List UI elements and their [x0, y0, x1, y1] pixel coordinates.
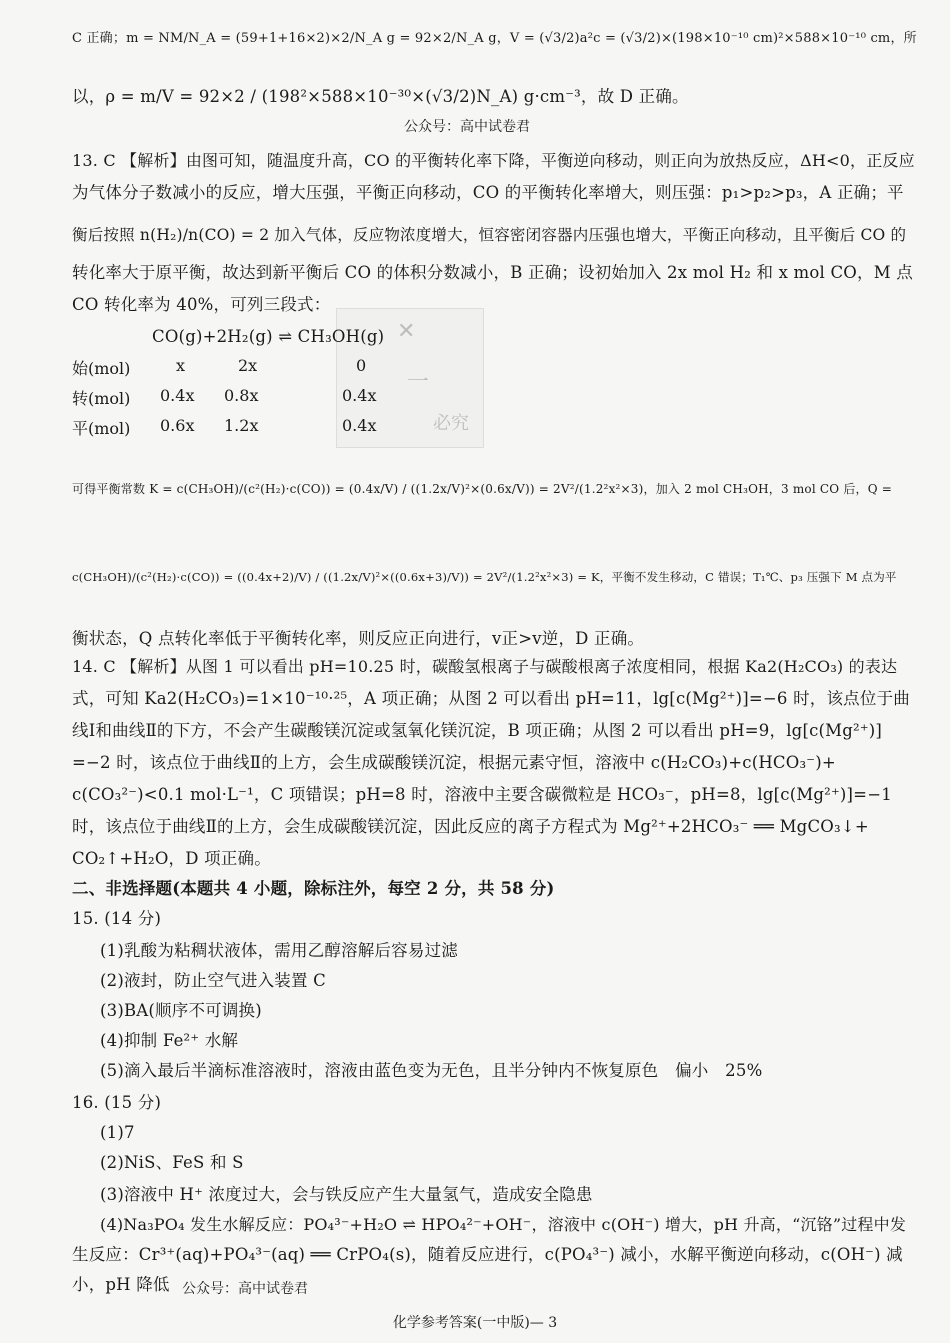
cell-ch3oh: 0.4x — [342, 386, 377, 405]
page-footer: 化学参考答案(一中版)— 3 — [392, 1315, 558, 1331]
q14-line-7: CO₂↑+H₂O，D 项正确。 — [72, 849, 271, 868]
q13-line-8: 衡状态，Q 点转化率低于平衡转化率，则反应正向进行，v正>v逆，D 正确。 — [72, 629, 645, 648]
q16-answer-2: (2)NiS、FeS 和 S — [100, 1153, 244, 1172]
q13-line-7: c(CH₃OH)/(c²(H₂)·c(CO)) = ((0.4x+2)/V) / ((1.2x/V)²×((0.6x+3)/V)) = 2V²/(1.2²x²×3) = K，平衡不发生移动，C 错误；T₁℃、p₃ 压强下 M 点为平 — [72, 570, 897, 584]
row-label: 转(mol) — [72, 389, 131, 408]
q15-answer-4: (4)抑制 Fe²⁺ 水解 — [100, 1031, 239, 1050]
q15-heading: 15. (14 分) — [72, 909, 162, 928]
watermark-bottom: 公众号：高中试卷君 — [182, 1280, 308, 1296]
q14-line-2: 式，可知 Ka2(H₂CO₃)=1×10⁻¹⁰·²⁵，A 项正确；从图 2 可以看出 pH=11，lg[c(Mg²⁺)]=−6 时，该点位于曲 — [72, 689, 910, 708]
q13-line-3: 衡后按照 n(H₂)/n(CO) = 2 加入气体，反应物浓度增大，恒容密闭容器内压强也增大，平衡正向移动，且平衡后 CO 的 — [72, 226, 907, 244]
cell-h2: 2x — [238, 356, 258, 375]
reaction-equation: CO(g)+2H₂(g) ⇌ CH₃OH(g) — [152, 327, 385, 346]
cell-co: 0.6x — [160, 416, 195, 435]
line-2: 以，ρ = m/V = 92×2 / (198²×588×10⁻³⁰×(√3/2)N_A) g·cm⁻³，故 D 正确。 — [72, 87, 689, 106]
cell-ch3oh: 0 — [356, 356, 367, 375]
q13-line-2: 为气体分子数减小的反应，增大压强，平衡正向移动，CO 的平衡转化率增大，则压强：p₁>p₂>p₃，A 正确；平 — [72, 183, 904, 202]
q13-line-6: 可得平衡常数 K = c(CH₃OH)/(c²(H₂)·c(CO)) = (0.4x/V) / ((1.2x/V)²×(0.6x/V)) = 2V²/(1.2²x²×3)，加入 2 mol CH₃OH，3 mol CO 后，Q = — [72, 482, 893, 496]
q14-line-3: 线Ⅰ和曲线Ⅱ的下方，不会产生碳酸镁沉淀或氢氧化镁沉淀，B 项正确；从图 2 可以看出 pH=9，lg[c(Mg²⁺)] — [72, 721, 883, 740]
q16-answer-4a: (4)Na₃PO₄ 发生水解反应：PO₄³⁻+H₂O ⇌ HPO₄²⁻+OH⁻，溶液中 c(OH⁻) 增大，pH 升高，“沉铬”过程中发 — [100, 1215, 907, 1234]
q16-answer-3: (3)溶液中 H⁺ 浓度过大，会与铁反应产生大量氢气，造成安全隐患 — [100, 1185, 593, 1204]
q15-answer-5: (5)滴入最后半滴标准溶液时，溶液由蓝色变为无色，且半分钟内不恢复原色 偏小 25% — [100, 1061, 763, 1080]
q16-answer-1: (1)7 — [100, 1123, 135, 1142]
cell-co: x — [176, 356, 186, 375]
cell-h2: 1.2x — [224, 416, 259, 435]
q13-line-4: 转化率大于原平衡，故达到新平衡后 CO 的体积分数减小，B 正确；设初始加入 2x mol H₂ 和 x mol CO，M 点 — [72, 263, 913, 282]
watermark-top: 公众号：高中试卷君 — [404, 118, 530, 134]
q14-line-4: =−2 时，该点位于曲线Ⅱ的上方，会生成碳酸镁沉淀，根据元素守恒，溶液中 c(H₂CO₃)+c(HCO₃⁻)+ — [72, 753, 836, 772]
q14-line-6: 时，该点位于曲线Ⅱ的上方，会生成碳酸镁沉淀，因此反应的离子方程式为 Mg²⁺+2HCO₃⁻ ══ MgCO₃↓+ — [72, 817, 869, 836]
cell-ch3oh: 0.4x — [342, 416, 377, 435]
q15-answer-1: (1)乳酸为粘稠状液体，需用乙醇溶解后容易过滤 — [100, 941, 458, 960]
q15-answer-3: (3)BA(顺序不可调换) — [100, 1001, 262, 1020]
line-1: C 正确；m = NM/N_A = (59+1+16×2)×2/N_A g = 92×2/N_A g，V = (√3/2)a²c = (√3/2)×(198×10⁻¹⁰ cm)²×588×10⁻¹⁰ cm，所 — [72, 31, 917, 46]
q13-line-5: CO 转化率为 40%，可列三段式： — [72, 295, 331, 314]
q16-heading: 16. (15 分) — [72, 1093, 162, 1112]
faded-stamp: ✕ 一 必究 — [336, 308, 484, 448]
q13-line-1: 13. C 【解析】由图可知，随温度升高，CO 的平衡转化率下降，平衡逆向移动，则正向为放热反应，ΔH<0，正反应 — [72, 151, 915, 170]
cell-co: 0.4x — [160, 386, 195, 405]
q14-line-1: 14. C 【解析】从图 1 可以看出 pH=10.25 时，碳酸氢根离子与碳酸根离子浓度相同，根据 Ka2(H₂CO₃) 的表达 — [72, 657, 898, 676]
row-label: 始(mol) — [72, 359, 131, 378]
q16-answer-4b: 生反应：Cr³⁺(aq)+PO₄³⁻(aq) ══ CrPO₄(s)，随着反应进行，c(PO₄³⁻) 减小，水解平衡逆向移动，c(OH⁻) 减 — [72, 1245, 903, 1264]
row-label: 平(mol) — [72, 419, 131, 438]
q14-line-5: c(CO₃²⁻)<0.1 mol·L⁻¹，C 项错误；pH=8 时，溶液中主要含碳微粒是 HCO₃⁻，pH=8，lg[c(Mg²⁺)]=−1 — [72, 785, 892, 804]
q15-answer-2: (2)液封，防止空气进入装置 C — [100, 971, 326, 990]
q16-answer-4c: 小，pH 降低 — [72, 1275, 170, 1294]
section-heading: 二、非选择题(本题共 4 小题，除标注外，每空 2 分，共 58 分) — [72, 879, 555, 898]
cell-h2: 0.8x — [224, 386, 259, 405]
